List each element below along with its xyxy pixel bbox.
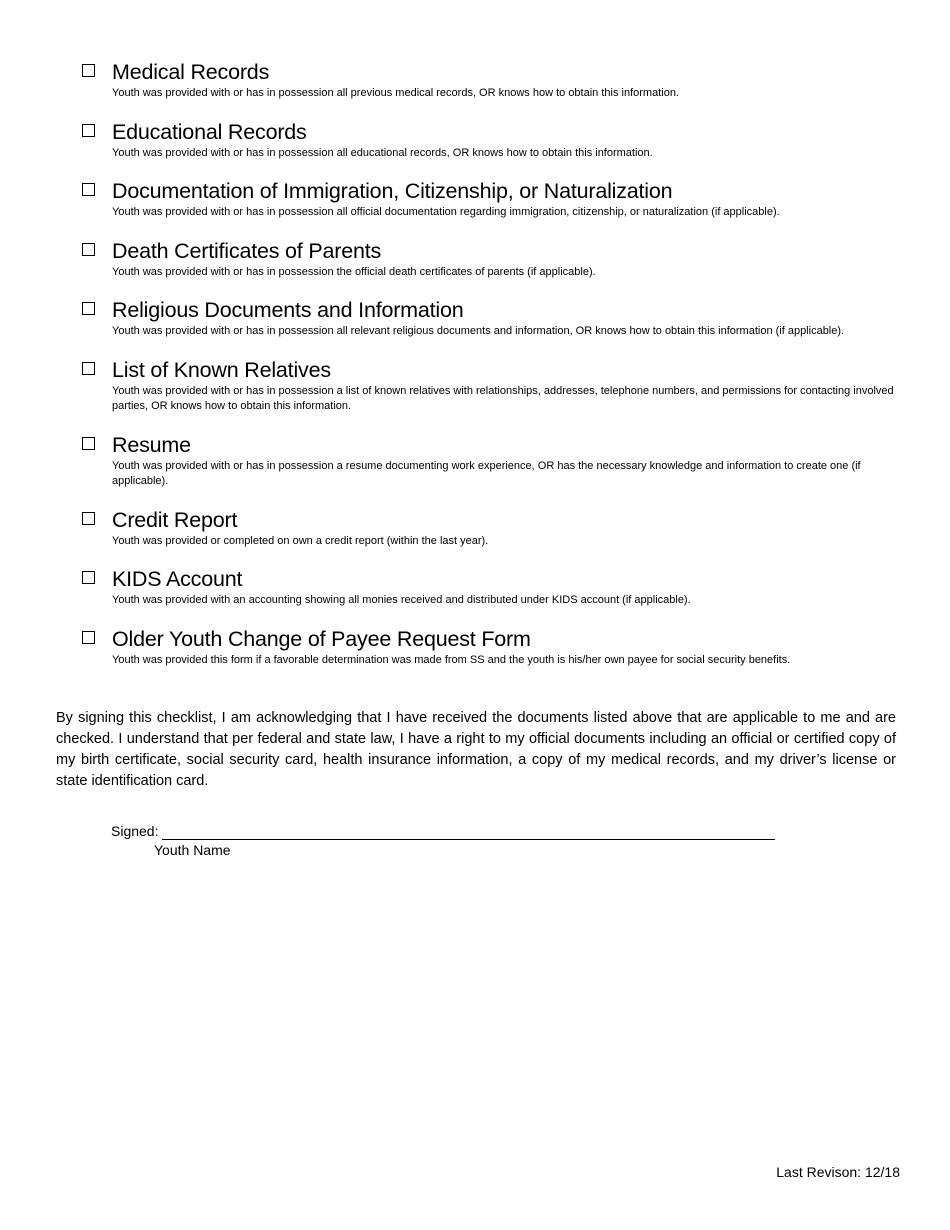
checkbox[interactable] — [82, 437, 95, 450]
checklist-item-medical-records — [82, 58, 902, 102]
checkbox[interactable] — [82, 64, 95, 77]
checklist-item-change-of-payee — [82, 625, 902, 669]
item-title: Religious Documents and Information — [112, 298, 464, 322]
item-title: Educational Records — [112, 119, 307, 144]
checklist-item-death-certificates — [82, 237, 902, 281]
checkbox[interactable] — [82, 243, 95, 256]
item-description: Youth was provided with or has in possession all educational records, OR knows how to obtain this information. — [112, 146, 653, 159]
item-description: Youth was provided with or has in possession all relevant religious documents and information, OR knows how to obtain this information (if applicable). — [112, 325, 845, 337]
checklist-item-educational-records — [82, 118, 902, 162]
item-title: Death Certificates of Parents — [112, 238, 382, 263]
checkbox[interactable] — [82, 631, 95, 644]
checklist-item-resume — [82, 431, 902, 490]
youth-name-label: Youth Name — [154, 842, 231, 858]
checkbox[interactable] — [82, 183, 95, 196]
item-description: Youth was provided with or has in possession all previous medical records, OR knows how to obtain this information. — [112, 87, 679, 99]
signed-label: Signed: — [111, 823, 159, 839]
signature-row — [111, 822, 775, 840]
item-description: Youth was provided this form if a favorable determination was made from SS and the youth is his/her own payee for social security benefits. — [112, 653, 791, 666]
item-description: Youth was provided with or has in possession the official death certificates of parents (if applicable). — [112, 265, 596, 278]
checkbox[interactable] — [82, 124, 95, 137]
checkbox[interactable] — [82, 512, 95, 525]
signature-line[interactable] — [162, 825, 775, 840]
item-title: Older Youth Change of Payee Request Form — [112, 626, 531, 651]
item-description: Youth was provided or completed on own a credit report (within the last year). — [112, 534, 489, 547]
checklist-item-kids-account — [82, 565, 902, 609]
checkbox[interactable] — [82, 302, 95, 315]
checklist-item-credit-report — [82, 506, 902, 550]
item-description: Youth was provided with or has in possession all official documentation regarding immigration, citizenship, or naturalization (if applicable). — [112, 206, 780, 218]
document-checklist — [82, 58, 902, 668]
item-title: Credit Report — [112, 507, 238, 532]
checklist-item-known-relatives — [82, 356, 902, 415]
checklist-item-immigration-documentation — [82, 177, 902, 221]
acknowledgement-paragraph: By signing this checklist, I am acknowledging that I have received the documents listed above that are applicable to me and are checked. I understand that per federal and state law, I have a right to my official documents including an official or certified copy of my birth certificate, social security card, health insurance information, a copy of my medical records, and my driver’s license or state identification card. — [56, 710, 896, 789]
item-title: List of Known Relatives — [112, 357, 331, 382]
item-title: KIDS Account — [112, 567, 243, 591]
item-description: Youth was provided with or has in possession a resume documenting work experience, OR has the necessary knowledge and information to create one (if applicable). — [112, 459, 861, 487]
item-title: Resume — [112, 432, 191, 457]
checkbox[interactable] — [82, 362, 95, 375]
item-description: Youth was provided with or has in possession a list of known relatives with relationships, addresses, telephone numbers, and permissions for contacting involved parties, OR knows how to obtain this information. — [112, 384, 894, 412]
revision-date: Last Revison: 12/18 — [776, 1164, 900, 1180]
checkbox[interactable] — [82, 571, 95, 584]
item-title: Documentation of Immigration, Citizenship, or Naturalization — [112, 179, 673, 203]
item-title: Medical Records — [112, 60, 270, 84]
checklist-item-religious-documents — [82, 296, 902, 340]
item-description: Youth was provided with an accounting showing all monies received and distributed under KIDS account (if applicable). — [112, 594, 691, 606]
